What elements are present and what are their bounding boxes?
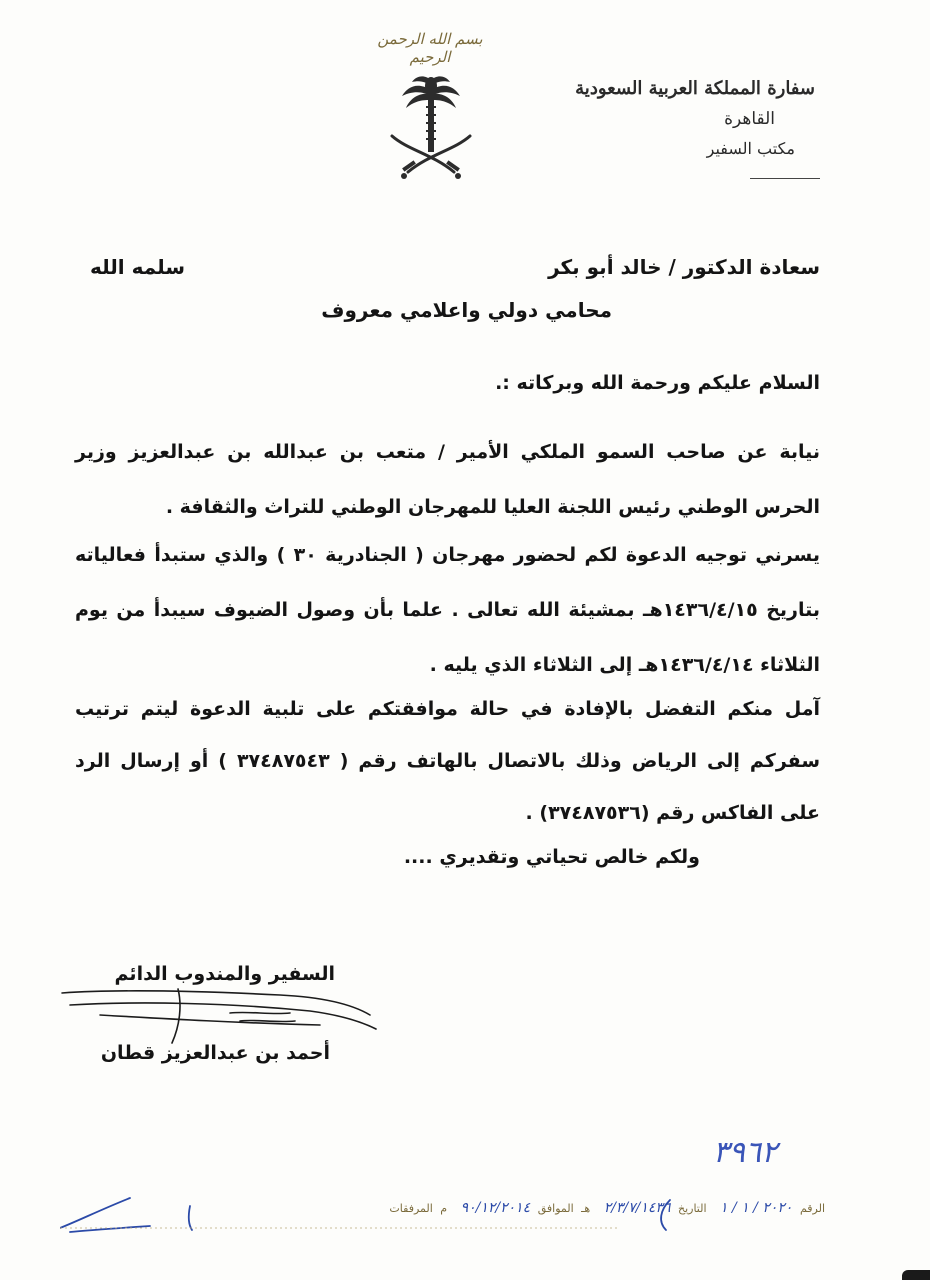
- body-paragraph-1: نيابة عن صاحب السمو الملكي الأمير / متعب بن عبدالله بن عبدالعزيز وزير الحرس الوطني رئيس اللجنة العليا للمهرجان الوطني للتراث والثقافة .: [75, 441, 820, 518]
- corresponding-label: الموافق: [537, 1202, 574, 1215]
- date-label: التاريخ: [677, 1202, 707, 1215]
- handwritten-reference-number: ٣٩٦٢: [712, 1135, 778, 1170]
- signature-title: السفير والمندوب الدائم: [114, 963, 335, 985]
- footer-reference-strip: [175, 1200, 825, 1224]
- signatory-name: أحمد بن عبدالعزيز قطان: [100, 1042, 330, 1064]
- embassy-city: القاهرة: [724, 109, 775, 129]
- embassy-office: مكتب السفير: [706, 139, 795, 158]
- basmala: بسم الله الرحمن الرحيم: [377, 30, 483, 66]
- ref-label: الرقم: [799, 1202, 825, 1215]
- body-paragraph-3: آمل منكم التفضل بالإفادة في حالة موافقتكم على تلبية الدعوة ليتم ترتيب سفركم إلى الرياض وذلك بالاتصال بالهاتف رقم ( ٣٧٤٨٧٥٤٣ ) أو إرسال الرد على الفاكس رقم (٣٧٤٨٧٥٣٦) .: [75, 698, 821, 824]
- corresponding-suffix: م: [440, 1202, 448, 1215]
- attachments-label: المرفقات: [389, 1202, 433, 1215]
- recipient-description: محامي دولي واعلامي معروف: [321, 298, 612, 322]
- date-suffix: هـ: [581, 1202, 591, 1215]
- embassy-letterhead: [575, 74, 815, 164]
- saudi-emblem-icon: [388, 72, 474, 184]
- letterhead-divider: [750, 178, 820, 179]
- corresponding-value: ٩٠/١٢/٢٠١٤: [460, 1200, 531, 1216]
- recipient-title: سعادة الدكتور / خالد أبو بكر: [548, 255, 820, 279]
- scan-edge-shadow: [902, 1270, 930, 1280]
- date-value: ٢/٣/٧/١٤٣٦: [603, 1200, 671, 1216]
- closing: ولكم خالص تحياتي وتقديري ....: [403, 846, 700, 868]
- embassy-name: سفارة المملكة العربية السعودية: [575, 78, 815, 99]
- recipient-greeting: سلمه الله: [90, 255, 185, 279]
- handwritten-signature: [60, 985, 380, 1045]
- ref-value: ٢٠٢٠ / ١ / ١: [720, 1200, 793, 1216]
- salutation: السلام عليكم ورحمة الله وبركاته :.: [495, 372, 820, 394]
- body-paragraph-2: يسرني توجيه الدعوة لكم لحضور مهرجان ( الجنادرية ٣٠ ) والذي ستبدأ فعالياته بتاريخ ١٤٣٦/٤/١٥هـ بمشيئة الله تعالى . علما بأن وصول الضيوف سيبدأ من يوم الثلاثاء ١٤٣٦/٤/١٤هـ إلى الثلاثاء الذي يليه .: [75, 544, 820, 676]
